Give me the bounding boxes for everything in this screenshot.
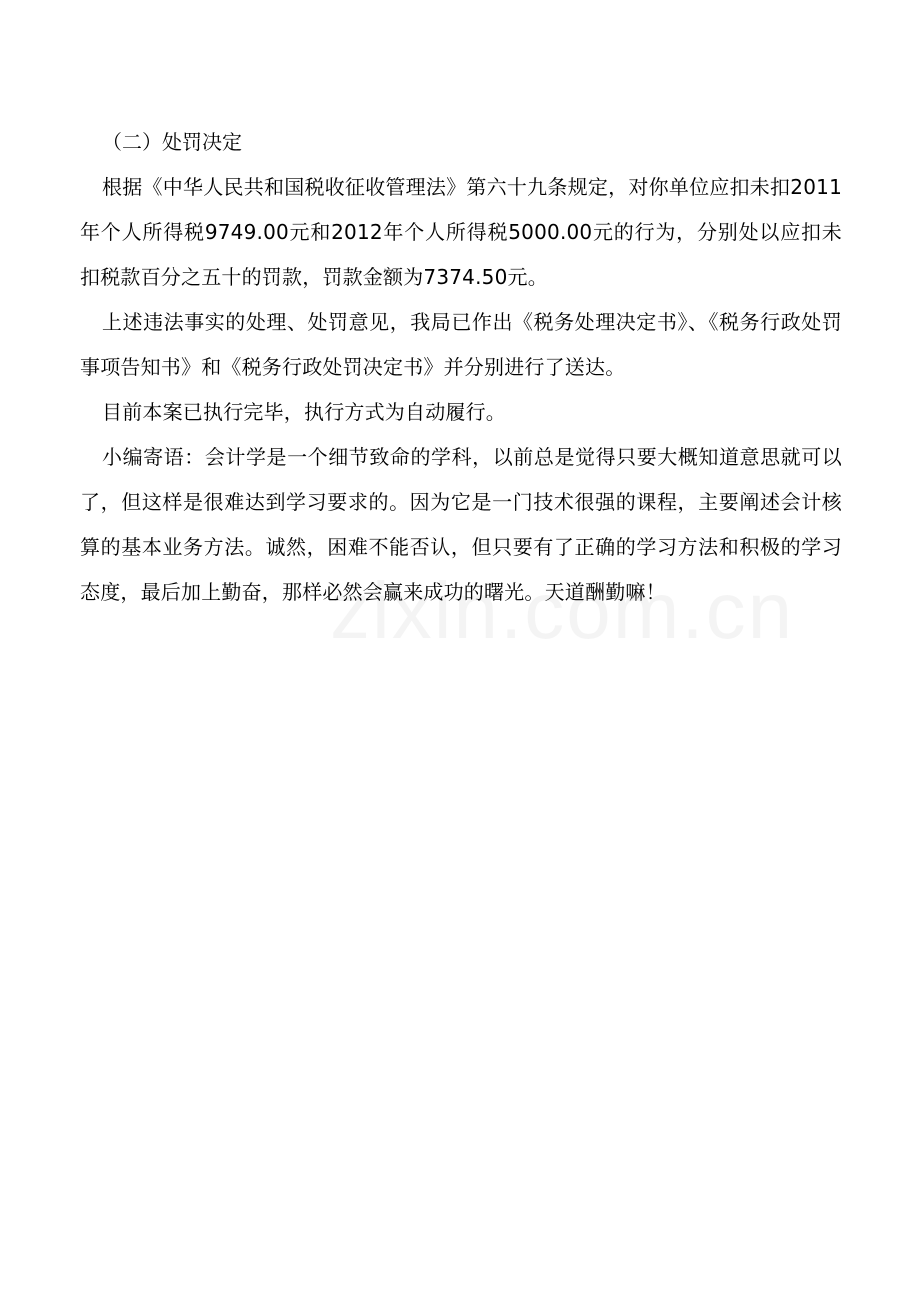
paragraph-execution-status: 目前本案已执行完毕，执行方式为自动履行。 (102, 400, 506, 424)
paragraph-documents-delivered: 上述违法事实的处理、处罚意见，我局已作出《税务处理决定书》、《税务行政处罚事项告知书》和《税务行政处罚决定书》并分别进行了送达。 (80, 310, 842, 379)
section-heading: （二）处罚决定 (102, 130, 242, 154)
paragraph-editor-note: 小编寄语：会计学是一个细节致命的学科，以前总是觉得只要大概知道意思就可以了，但这样是很难达到学习要求的。因为它是一门技术很强的课程，主要阐述会计核算的基本业务方法。诚然，困难不能否认，但只要有了正确的学习方法和积极的学习态度，最后加上勤奋，那样必然会赢来成功的曙光。天道酬勤嘛！ (80, 445, 842, 604)
document-body (80, 120, 842, 615)
paragraph-penalty-basis: 根据《中华人民共和国税收征收管理法》第六十九条规定，对你单位应扣未扣2011年个人所得税9749.00元和2012年个人所得税5000.00元的行为，分别处以应扣未扣税款百分之五十的罚款，罚款金额为7374.50元。 (80, 175, 842, 289)
